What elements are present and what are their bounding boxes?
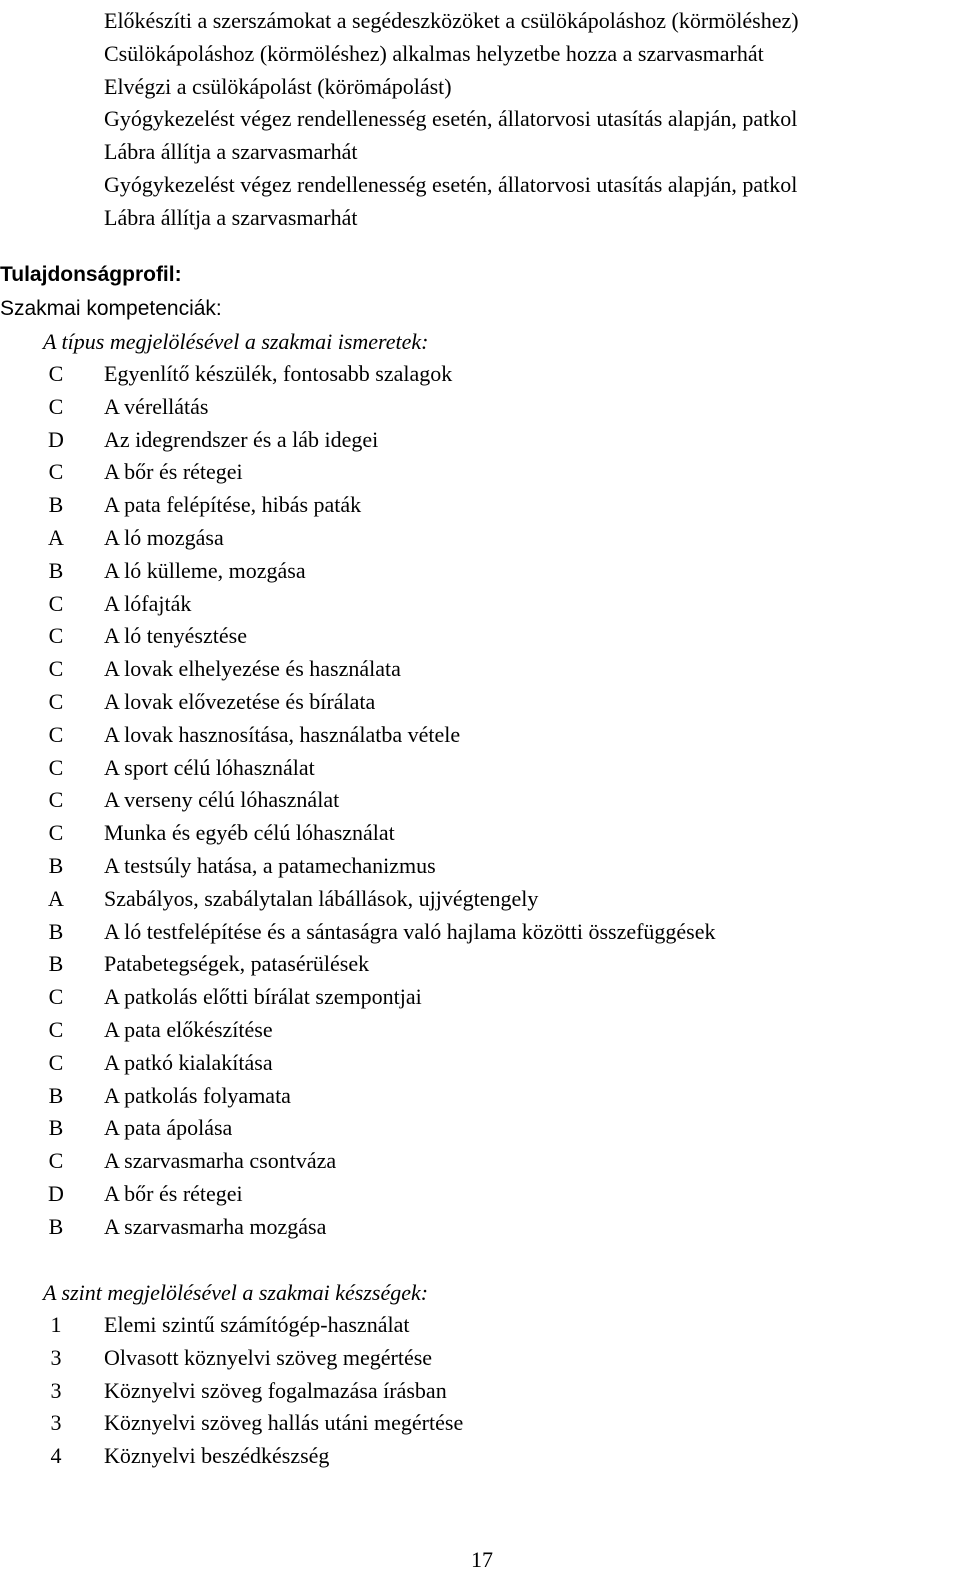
level-code: C bbox=[48, 623, 64, 649]
competency-text: A bőr és rétegei bbox=[104, 459, 243, 485]
knowledge-row bbox=[0, 1014, 950, 1047]
level-code: B bbox=[48, 1115, 64, 1141]
task-line: Csülökápoláshoz (körmöléshez) alkalmas helyzetbe hozza a szarvasmarhát bbox=[104, 40, 764, 66]
knowledge-row bbox=[0, 1112, 950, 1145]
knowledge-row bbox=[0, 1080, 950, 1113]
task-line: Előkészíti a szerszámokat a segédeszközöket a csülökápoláshoz (körmöléshez) bbox=[104, 8, 799, 33]
knowledge-row bbox=[0, 948, 950, 981]
level-code: C bbox=[48, 984, 64, 1010]
level-code: 1 bbox=[50, 1312, 62, 1337]
level-code: C bbox=[48, 656, 64, 682]
skill-row bbox=[0, 1375, 950, 1408]
competency-text: Olvasott köznyelvi szöveg megértése bbox=[104, 1344, 433, 1370]
knowledge-row bbox=[0, 1178, 950, 1211]
level-code: C bbox=[48, 1016, 64, 1042]
level-code: B bbox=[48, 1213, 64, 1239]
knowledge-row bbox=[0, 391, 950, 424]
level-code: 3 bbox=[50, 1410, 62, 1436]
level-code: C bbox=[48, 1148, 64, 1174]
competency-text: A ló testfelépítése és a sántaságra való hajlama közötti összefüggések bbox=[104, 918, 716, 944]
level-code: B bbox=[48, 1082, 64, 1108]
knowledge-row bbox=[0, 1145, 950, 1178]
competency-text: A sport célú lóhasználat bbox=[104, 754, 315, 780]
level-code: C bbox=[48, 361, 64, 386]
task-list bbox=[104, 5, 954, 235]
competency-text: Az idegrendszer és a láb idegei bbox=[104, 426, 379, 452]
level-code: A bbox=[48, 885, 64, 911]
competency-text: A lovak hasznosítása, használatba vétele bbox=[104, 721, 461, 747]
level-code: 3 bbox=[50, 1377, 62, 1403]
level-code: C bbox=[48, 1049, 64, 1075]
competency-text: A patkolás előtti bírálat szempontjai bbox=[104, 984, 422, 1010]
knowledge-row bbox=[0, 981, 950, 1014]
level-code: B bbox=[48, 492, 64, 518]
competency-text: A patkolás folyamata bbox=[104, 1082, 291, 1108]
level-code: C bbox=[48, 459, 64, 485]
knowledge-heading: A típus megjelölésével a szakmai ismeretek: bbox=[43, 329, 429, 354]
level-code: C bbox=[48, 721, 64, 747]
level-code: B bbox=[48, 557, 64, 583]
skill-row bbox=[0, 1342, 950, 1375]
level-code: 4 bbox=[50, 1443, 62, 1469]
knowledge-row bbox=[0, 555, 950, 588]
level-code: B bbox=[48, 951, 64, 977]
competency-text: Elemi szintű számítógép-használat bbox=[104, 1312, 410, 1337]
knowledge-row bbox=[0, 358, 950, 391]
knowledge-row bbox=[0, 456, 950, 489]
level-code: C bbox=[48, 393, 64, 419]
knowledge-row bbox=[0, 653, 950, 686]
level-code: C bbox=[48, 820, 64, 846]
competency-text: Munka és egyéb célú lóhasználat bbox=[104, 820, 395, 846]
knowledge-row bbox=[0, 620, 950, 653]
level-code: C bbox=[48, 688, 64, 714]
competency-text: A ló tenyésztése bbox=[104, 623, 247, 649]
knowledge-row bbox=[0, 489, 950, 522]
knowledge-row bbox=[0, 850, 950, 883]
competency-text: A lovak elhelyezése és használata bbox=[104, 656, 401, 682]
competency-text: A bőr és rétegei bbox=[104, 1180, 243, 1206]
knowledge-row bbox=[0, 522, 950, 555]
task-line: Lábra állítja a szarvasmarhát bbox=[104, 204, 358, 230]
task-line: Elvégzi a csülökápolást (körömápolást) bbox=[104, 73, 452, 99]
competency-text: Köznyelvi szöveg fogalmazása írásban bbox=[104, 1377, 447, 1403]
knowledge-table bbox=[0, 358, 950, 1244]
task-line: Gyógykezelést végez rendellenesség esetén, állatorvosi utasítás alapján, patkol bbox=[104, 106, 798, 132]
competency-text: A lovak elővezetése és bírálata bbox=[104, 688, 376, 714]
level-code: B bbox=[48, 852, 64, 878]
skills-table bbox=[0, 1309, 950, 1473]
competency-text: A verseny célú lóhasználat bbox=[104, 787, 340, 813]
knowledge-row bbox=[0, 916, 950, 949]
task-line: Lábra állítja a szarvasmarhát bbox=[104, 139, 358, 165]
knowledge-row bbox=[0, 883, 950, 916]
skill-row bbox=[0, 1440, 950, 1473]
competency-text: A ló külleme, mozgása bbox=[104, 557, 306, 583]
skill-row bbox=[0, 1407, 950, 1440]
knowledge-row bbox=[0, 784, 950, 817]
competency-text: A szarvasmarha mozgása bbox=[104, 1213, 327, 1239]
competency-text: A lófajták bbox=[104, 590, 192, 616]
knowledge-row bbox=[0, 588, 950, 621]
competency-text: A pata ápolása bbox=[104, 1115, 233, 1141]
knowledge-row bbox=[0, 1047, 950, 1080]
competencies-subtitle: Szakmai kompetenciák: bbox=[0, 297, 222, 320]
knowledge-row bbox=[0, 1211, 950, 1244]
knowledge-row bbox=[0, 686, 950, 719]
skills-heading: A szint megjelölésével a szakmai készségek: bbox=[43, 1280, 429, 1305]
level-code: D bbox=[48, 426, 64, 452]
knowledge-row bbox=[0, 424, 950, 457]
profile-title: Tulajdonságprofil: bbox=[0, 263, 182, 286]
knowledge-row bbox=[0, 719, 950, 752]
competency-text: A vérellátás bbox=[104, 393, 209, 419]
level-code: 3 bbox=[50, 1344, 62, 1370]
level-code: D bbox=[48, 1180, 64, 1206]
competency-text: A testsúly hatása, a patamechanizmus bbox=[104, 852, 436, 878]
level-code: C bbox=[48, 590, 64, 616]
level-code: C bbox=[48, 787, 64, 813]
knowledge-row bbox=[0, 752, 950, 785]
competency-text: A pata felépítése, hibás paták bbox=[104, 492, 362, 518]
competency-text: Szabályos, szabálytalan lábállások, ujjvégtengely bbox=[104, 885, 539, 911]
competency-text: A patkó kialakítása bbox=[104, 1049, 273, 1075]
level-code: B bbox=[48, 918, 64, 944]
knowledge-row bbox=[0, 817, 950, 850]
competency-text: A pata előkészítése bbox=[104, 1016, 273, 1042]
level-code: A bbox=[48, 524, 64, 550]
competency-text: Köznyelvi beszédkészség bbox=[104, 1443, 330, 1469]
task-line: Gyógykezelést végez rendellenesség esetén, állatorvosi utasítás alapján, patkol bbox=[104, 171, 798, 197]
competency-text: Köznyelvi szöveg hallás utáni megértése bbox=[104, 1410, 464, 1436]
competency-text: A szarvasmarha csontváza bbox=[104, 1148, 337, 1174]
competency-text: A ló mozgása bbox=[104, 524, 224, 550]
level-code: C bbox=[48, 754, 64, 780]
skill-row bbox=[0, 1309, 950, 1342]
page-number: 17 bbox=[471, 1547, 493, 1572]
competency-text: Patabetegségek, patasérülések bbox=[104, 951, 370, 977]
competency-text: Egyenlítő készülék, fontosabb szalagok bbox=[104, 361, 453, 386]
